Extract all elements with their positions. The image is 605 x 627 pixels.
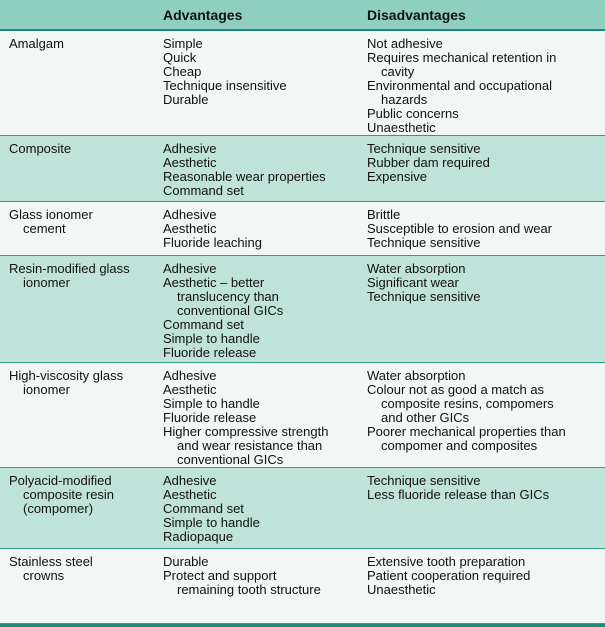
cell-line: Adhesive <box>163 368 217 383</box>
cell-line: Technique sensitive <box>367 141 481 156</box>
cell-line: Water absorption <box>367 261 466 276</box>
cell-line: composite resin <box>23 487 115 502</box>
cell-line: Quick <box>163 50 197 65</box>
cell-line: and other GICs <box>381 410 470 425</box>
cell-line: Fluoride release <box>163 410 257 425</box>
cell-line: Command set <box>163 317 244 332</box>
cell-line: Environmental and occupational <box>367 78 553 93</box>
cell-line: ionomer <box>23 382 70 397</box>
cell-line: Durable <box>163 92 209 107</box>
cell-line: Poorer mechanical properties than <box>367 424 566 439</box>
disadvantages-cell <box>367 369 602 453</box>
cell-line: Adhesive <box>163 141 217 156</box>
cell-line: Higher compressive strength <box>163 424 329 439</box>
cell-line: Aesthetic <box>163 155 217 170</box>
cell-line: Stainless steel <box>9 554 93 569</box>
cell-line: Glass ionomer <box>9 207 93 222</box>
cell-line: Cheap <box>163 64 202 79</box>
cell-line: Radiopaque <box>163 529 234 544</box>
cell-line: Amalgam <box>9 36 64 51</box>
cell-line: composite resins, compomers <box>381 396 554 411</box>
cell-line: Patient cooperation required <box>367 568 531 583</box>
cell-line: Adhesive <box>163 207 217 222</box>
cell-line: cavity <box>381 64 415 79</box>
cell-line: Fluoride release <box>163 345 257 360</box>
cell-line: Water absorption <box>367 368 466 383</box>
cell-line: Rubber dam required <box>367 155 490 170</box>
cell-line: Extensive tooth preparation <box>367 554 526 569</box>
cell-line: Technique insensitive <box>163 78 287 93</box>
cell-line: High-viscosity glass <box>9 368 124 383</box>
material-cell <box>9 474 149 516</box>
cell-line: Simple to handle <box>163 515 260 530</box>
cell-line: conventional GICs <box>177 303 284 318</box>
cell-line: conventional GICs <box>177 452 284 467</box>
cell-line: Technique sensitive <box>367 289 481 304</box>
cell-line: Aesthetic <box>163 487 217 502</box>
cell-line: Not adhesive <box>367 36 443 51</box>
advantages-cell <box>163 262 358 360</box>
material-cell <box>9 208 149 236</box>
cell-line: Colour not as good a match as <box>367 382 545 397</box>
disadvantages-cell <box>367 37 602 135</box>
cell-line: Reasonable wear properties <box>163 169 326 184</box>
cell-line: Fluoride leaching <box>163 235 263 250</box>
table-row <box>0 256 605 363</box>
cell-line: Unaesthetic <box>367 582 436 597</box>
cell-line: hazards <box>381 92 428 107</box>
cell-line: Resin-modified glass <box>9 261 130 276</box>
disadvantages-cell <box>367 474 602 502</box>
cell-line: and wear resistance than <box>177 438 323 453</box>
material-cell <box>9 142 149 156</box>
table-row <box>0 363 605 468</box>
advantages-cell <box>163 37 358 107</box>
cell-line: Adhesive <box>163 473 217 488</box>
cell-line: Aesthetic – better <box>163 275 265 290</box>
cell-line: ionomer <box>23 275 70 290</box>
cell-line: Less fluoride release than GICs <box>367 487 550 502</box>
material-cell <box>9 555 149 583</box>
advantages-cell <box>163 142 358 198</box>
cell-line: Simple to handle <box>163 331 260 346</box>
cell-line: Expensive <box>367 169 427 184</box>
table-row <box>0 202 605 256</box>
advantages-cell <box>163 208 358 250</box>
cell-line: remaining tooth structure <box>177 582 321 597</box>
advantages-cell <box>163 369 358 467</box>
cell-line: Public concerns <box>367 106 459 121</box>
table-row <box>0 468 605 549</box>
cell-line: (compomer) <box>23 501 94 516</box>
cell-line: Command set <box>163 183 244 198</box>
cell-line: Polyacid-modified <box>9 473 112 488</box>
advantages-cell <box>163 555 358 597</box>
cell-line: Composite <box>9 141 72 156</box>
cell-line: Aesthetic <box>163 221 217 236</box>
cell-line: Technique sensitive <box>367 235 481 250</box>
cell-line: Technique sensitive <box>367 473 481 488</box>
cell-line: compomer and composites <box>381 438 538 453</box>
cell-line: Brittle <box>367 207 401 222</box>
cell-line: Simple <box>163 36 203 51</box>
cell-line: Protect and support <box>163 568 277 583</box>
disadvantages-cell <box>367 555 602 597</box>
cell-line: Aesthetic <box>163 382 217 397</box>
cell-line: Requires mechanical retention in <box>367 50 557 65</box>
header-disadvantages: Disadvantages <box>367 7 466 23</box>
disadvantages-cell <box>367 142 602 184</box>
material-cell <box>9 37 149 51</box>
table-row <box>0 31 605 136</box>
cell-line: Unaesthetic <box>367 120 436 135</box>
cell-line: Command set <box>163 501 244 516</box>
disadvantages-cell <box>367 208 602 250</box>
material-cell <box>9 262 149 290</box>
table-row <box>0 549 605 624</box>
cell-line: cement <box>23 221 66 236</box>
advantages-cell <box>163 474 358 544</box>
header-advantages: Advantages <box>163 7 243 23</box>
disadvantages-cell <box>367 262 602 304</box>
cell-line: translucency than <box>177 289 279 304</box>
cell-line: Significant wear <box>367 275 459 290</box>
cell-line: Simple to handle <box>163 396 260 411</box>
cell-line: Adhesive <box>163 261 217 276</box>
material-cell <box>9 369 149 397</box>
cell-line: Durable <box>163 554 209 569</box>
table-row <box>0 136 605 202</box>
table-header <box>0 0 605 31</box>
cell-line: crowns <box>23 568 65 583</box>
cell-line: Susceptible to erosion and wear <box>367 221 553 236</box>
